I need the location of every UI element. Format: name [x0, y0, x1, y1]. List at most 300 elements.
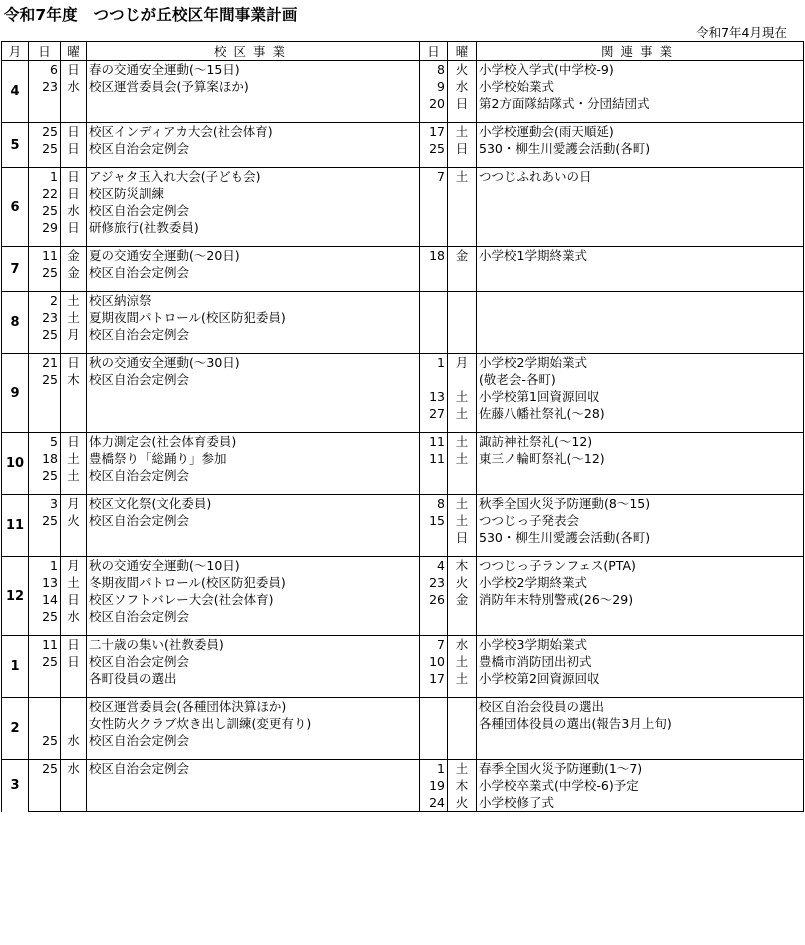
schedule-row — [2, 168, 804, 186]
schedule-row — [2, 625, 804, 636]
related-event-cell: 諏訪神社祭礼(～12) — [477, 433, 804, 451]
related-event-cell: つつじっ子ランフェス(PTA) — [477, 557, 804, 575]
school-event-cell — [87, 157, 420, 168]
schedule-row — [2, 777, 804, 794]
related-weekday-cell: 月 — [448, 354, 477, 372]
day-cell — [29, 670, 61, 687]
related-weekday-cell: 火 — [448, 574, 477, 591]
schedule-row — [2, 529, 804, 546]
related-weekday-cell — [448, 219, 477, 236]
school-event-cell: 校区文化祭(文化委員) — [87, 495, 420, 513]
related-day-cell — [420, 343, 448, 354]
related-weekday-cell — [448, 732, 477, 749]
related-weekday-cell — [448, 326, 477, 343]
related-day-cell — [420, 292, 448, 310]
school-event-cell — [87, 794, 420, 812]
related-weekday-cell — [448, 202, 477, 219]
related-weekday-cell: 土 — [448, 405, 477, 422]
related-weekday-cell — [448, 343, 477, 354]
header-school-events: 校区事業 — [87, 42, 420, 61]
day-cell: 29 — [29, 219, 61, 236]
schedule-row — [2, 760, 804, 778]
related-weekday-cell — [448, 309, 477, 326]
related-day-cell: 17 — [420, 123, 448, 141]
related-weekday-cell: 土 — [448, 433, 477, 451]
schedule-row — [2, 433, 804, 451]
related-event-cell: 小学校修了式 — [477, 794, 804, 812]
schedule-row — [2, 467, 804, 484]
day-cell — [29, 546, 61, 557]
header-weekday-related: 曜 — [448, 42, 477, 61]
related-event-cell: 秋季全国火災予防運動(8～15) — [477, 495, 804, 513]
related-weekday-cell — [448, 422, 477, 433]
related-weekday-cell: 土 — [448, 388, 477, 405]
weekday-cell: 月 — [61, 326, 87, 343]
related-day-cell — [420, 698, 448, 716]
related-day-cell — [420, 732, 448, 749]
related-event-cell: 佐藤八幡社祭礼(～28) — [477, 405, 804, 422]
schedule-row — [2, 123, 804, 141]
related-day-cell: 8 — [420, 61, 448, 79]
schedule-table — [1, 41, 804, 812]
header-row — [2, 42, 804, 61]
day-cell: 25 — [29, 123, 61, 141]
day-cell: 13 — [29, 574, 61, 591]
school-event-cell: 校区自治会定例会 — [87, 608, 420, 625]
schedule-row — [2, 354, 804, 372]
school-event-cell: 校区防災訓練 — [87, 185, 420, 202]
day-cell: 11 — [29, 247, 61, 265]
weekday-cell: 水 — [61, 732, 87, 749]
related-day-cell: 11 — [420, 433, 448, 451]
schedule-row — [2, 653, 804, 670]
weekday-cell: 土 — [61, 450, 87, 467]
schedule-row — [2, 450, 804, 467]
related-day-cell — [420, 157, 448, 168]
school-event-cell: 校区納涼祭 — [87, 292, 420, 310]
day-cell — [29, 687, 61, 698]
related-weekday-cell — [448, 749, 477, 760]
school-event-cell — [87, 625, 420, 636]
schedule-row — [2, 140, 804, 157]
schedule-row — [2, 112, 804, 123]
related-event-cell — [477, 202, 804, 219]
related-weekday-cell — [448, 625, 477, 636]
related-weekday-cell — [448, 546, 477, 557]
day-cell — [29, 388, 61, 405]
day-cell: 25 — [29, 467, 61, 484]
day-cell — [29, 698, 61, 716]
schedule-row — [2, 574, 804, 591]
day-cell — [29, 625, 61, 636]
school-event-cell: 校区自治会定例会 — [87, 732, 420, 749]
related-event-cell: つつじふれあいの日 — [477, 168, 804, 186]
day-cell — [29, 405, 61, 422]
school-event-cell: 秋の交通安全運動(～10日) — [87, 557, 420, 575]
related-day-cell: 7 — [420, 636, 448, 654]
day-cell: 22 — [29, 185, 61, 202]
related-event-cell: 各種団体役員の選出(報告3月上旬) — [477, 715, 804, 732]
school-event-cell: 校区自治会定例会 — [87, 371, 420, 388]
weekday-cell: 日 — [61, 219, 87, 236]
related-day-cell: 20 — [420, 95, 448, 112]
related-day-cell: 4 — [420, 557, 448, 575]
related-day-cell: 1 — [420, 354, 448, 372]
day-cell — [29, 422, 61, 433]
related-event-cell: 小学校入学式(中学校-9) — [477, 61, 804, 79]
school-event-cell: 校区自治会定例会 — [87, 512, 420, 529]
day-cell: 25 — [29, 512, 61, 529]
schedule-row — [2, 512, 804, 529]
related-weekday-cell: 土 — [448, 653, 477, 670]
related-event-cell — [477, 484, 804, 495]
school-event-cell: 校区運営委員会(予算案ほか) — [87, 78, 420, 95]
schedule-row — [2, 236, 804, 247]
related-weekday-cell: 水 — [448, 78, 477, 95]
month-cell: 10 — [2, 433, 29, 495]
related-weekday-cell — [448, 157, 477, 168]
school-event-cell: 校区自治会定例会 — [87, 140, 420, 157]
related-day-cell: 23 — [420, 574, 448, 591]
related-event-cell — [477, 264, 804, 281]
related-event-cell: 校区自治会役員の選出 — [477, 698, 804, 716]
school-event-cell: 女性防火クラブ炊き出し訓練(変更有り) — [87, 715, 420, 732]
day-cell: 23 — [29, 309, 61, 326]
weekday-cell: 日 — [61, 185, 87, 202]
schedule-row — [2, 264, 804, 281]
related-event-cell: 小学校卒業式(中学校-6)予定 — [477, 777, 804, 794]
related-event-cell: 消防年末特別警戒(26～29) — [477, 591, 804, 608]
weekday-cell — [61, 546, 87, 557]
school-event-cell: 研修旅行(社教委員) — [87, 219, 420, 236]
related-event-cell — [477, 343, 804, 354]
related-day-cell: 19 — [420, 777, 448, 794]
school-event-cell: アジャタ玉入れ大会(子ども会) — [87, 168, 420, 186]
related-event-cell: 第2方面隊結隊式・分団結団式 — [477, 95, 804, 112]
related-day-cell — [420, 529, 448, 546]
school-event-cell — [87, 236, 420, 247]
weekday-cell — [61, 388, 87, 405]
weekday-cell — [61, 236, 87, 247]
schedule-row — [2, 405, 804, 422]
related-weekday-cell — [448, 281, 477, 292]
related-day-cell — [420, 185, 448, 202]
schedule-row — [2, 157, 804, 168]
weekday-cell: 水 — [61, 760, 87, 778]
related-event-cell — [477, 281, 804, 292]
month-cell: 8 — [2, 292, 29, 354]
weekday-cell: 日 — [61, 636, 87, 654]
related-day-cell: 11 — [420, 450, 448, 467]
schedule-row — [2, 185, 804, 202]
weekday-cell — [61, 95, 87, 112]
related-day-cell — [420, 112, 448, 123]
school-event-cell: 校区自治会定例会 — [87, 326, 420, 343]
related-event-cell: 豊橋市消防団出初式 — [477, 653, 804, 670]
month-cell: 11 — [2, 495, 29, 557]
header-day-related: 日 — [420, 42, 448, 61]
schedule-row — [2, 794, 804, 812]
weekday-cell — [61, 625, 87, 636]
related-day-cell: 8 — [420, 495, 448, 513]
month-cell: 6 — [2, 168, 29, 247]
weekday-cell: 水 — [61, 202, 87, 219]
header-related-events: 関連事業 — [477, 42, 804, 61]
related-weekday-cell: 日 — [448, 140, 477, 157]
day-cell: 25 — [29, 140, 61, 157]
school-event-cell — [87, 484, 420, 495]
schedule-row — [2, 715, 804, 732]
school-event-cell: 校区自治会定例会 — [87, 760, 420, 778]
month-cell: 5 — [2, 123, 29, 168]
schedule-row — [2, 326, 804, 343]
school-event-cell: 体力測定会(社会体育委員) — [87, 433, 420, 451]
related-day-cell: 25 — [420, 140, 448, 157]
related-event-cell — [477, 732, 804, 749]
school-event-cell: 豊橋祭り「総踊り」参加 — [87, 450, 420, 467]
related-event-cell — [477, 219, 804, 236]
weekday-cell — [61, 715, 87, 732]
related-day-cell — [420, 264, 448, 281]
related-weekday-cell: 土 — [448, 495, 477, 513]
schedule-row — [2, 95, 804, 112]
day-cell — [29, 715, 61, 732]
related-weekday-cell — [448, 484, 477, 495]
schedule-row — [2, 61, 804, 79]
related-weekday-cell — [448, 236, 477, 247]
related-event-cell — [477, 546, 804, 557]
day-cell: 25 — [29, 202, 61, 219]
schedule-row — [2, 484, 804, 495]
related-day-cell: 18 — [420, 247, 448, 265]
day-cell — [29, 236, 61, 247]
day-cell — [29, 529, 61, 546]
related-weekday-cell: 土 — [448, 123, 477, 141]
weekday-cell: 日 — [61, 61, 87, 79]
related-weekday-cell: 金 — [448, 247, 477, 265]
weekday-cell: 火 — [61, 512, 87, 529]
schedule-row — [2, 219, 804, 236]
weekday-cell — [61, 484, 87, 495]
weekday-cell: 木 — [61, 371, 87, 388]
day-cell: 25 — [29, 732, 61, 749]
weekday-cell — [61, 794, 87, 812]
related-event-cell — [477, 185, 804, 202]
weekday-cell: 金 — [61, 247, 87, 265]
related-weekday-cell: 金 — [448, 591, 477, 608]
school-event-cell — [87, 749, 420, 760]
related-event-cell — [477, 326, 804, 343]
weekday-cell — [61, 698, 87, 716]
month-cell: 7 — [2, 247, 29, 292]
schedule-row — [2, 670, 804, 687]
day-cell: 1 — [29, 557, 61, 575]
weekday-cell — [61, 670, 87, 687]
schedule-row — [2, 343, 804, 354]
related-day-cell — [420, 309, 448, 326]
related-event-cell: 530・柳生川愛護会活動(各町) — [477, 140, 804, 157]
related-weekday-cell: 土 — [448, 760, 477, 778]
school-event-cell: 各町役員の選出 — [87, 670, 420, 687]
related-event-cell: 東三ノ輪町祭礼(～12) — [477, 450, 804, 467]
related-day-cell — [420, 608, 448, 625]
related-day-cell: 17 — [420, 670, 448, 687]
related-day-cell: 27 — [420, 405, 448, 422]
related-day-cell — [420, 236, 448, 247]
related-event-cell: 530・柳生川愛護会活動(各町) — [477, 529, 804, 546]
school-event-cell: 校区自治会定例会 — [87, 653, 420, 670]
weekday-cell: 土 — [61, 574, 87, 591]
school-event-cell — [87, 281, 420, 292]
related-event-cell: 小学校第2回資源回収 — [477, 670, 804, 687]
school-event-cell — [87, 343, 420, 354]
related-event-cell: 小学校3学期始業式 — [477, 636, 804, 654]
related-weekday-cell: 水 — [448, 636, 477, 654]
related-day-cell: 7 — [420, 168, 448, 186]
day-cell — [29, 281, 61, 292]
related-day-cell — [420, 687, 448, 698]
related-day-cell: 24 — [420, 794, 448, 812]
related-day-cell — [420, 749, 448, 760]
weekday-cell — [61, 281, 87, 292]
related-weekday-cell — [448, 467, 477, 484]
related-event-cell: 春季全国火災予防運動(1～7) — [477, 760, 804, 778]
school-event-cell: 校区運営委員会(各種団体決算ほか) — [87, 698, 420, 716]
related-event-cell — [477, 309, 804, 326]
related-event-cell — [477, 112, 804, 123]
day-cell: 21 — [29, 354, 61, 372]
day-cell: 5 — [29, 433, 61, 451]
related-event-cell: (敬老会-各町) — [477, 371, 804, 388]
school-event-cell — [87, 388, 420, 405]
related-event-cell: 小学校始業式 — [477, 78, 804, 95]
day-cell: 25 — [29, 326, 61, 343]
day-cell — [29, 484, 61, 495]
day-cell: 23 — [29, 78, 61, 95]
schedule-row — [2, 591, 804, 608]
related-day-cell — [420, 281, 448, 292]
day-cell: 18 — [29, 450, 61, 467]
weekday-cell: 水 — [61, 78, 87, 95]
schedule-row — [2, 281, 804, 292]
related-event-cell: つつじっ子発表会 — [477, 512, 804, 529]
school-event-cell: 校区インディアカ大会(社会体育) — [87, 123, 420, 141]
related-weekday-cell: 土 — [448, 670, 477, 687]
schedule-row — [2, 78, 804, 95]
day-cell — [29, 777, 61, 794]
month-cell: 9 — [2, 354, 29, 433]
weekday-cell: 金 — [61, 264, 87, 281]
day-cell: 11 — [29, 636, 61, 654]
related-weekday-cell — [448, 292, 477, 310]
related-weekday-cell — [448, 687, 477, 698]
related-weekday-cell: 木 — [448, 777, 477, 794]
school-event-cell: 校区ソフトバレー大会(社会体育) — [87, 591, 420, 608]
related-day-cell — [420, 546, 448, 557]
weekday-cell — [61, 157, 87, 168]
schedule-row — [2, 422, 804, 433]
related-event-cell: 小学校2学期始業式 — [477, 354, 804, 372]
school-event-cell — [87, 687, 420, 698]
weekday-cell: 日 — [61, 433, 87, 451]
schedule-row — [2, 698, 804, 716]
weekday-cell: 日 — [61, 140, 87, 157]
day-cell — [29, 157, 61, 168]
related-day-cell — [420, 219, 448, 236]
schedule-row — [2, 292, 804, 310]
weekday-cell — [61, 777, 87, 794]
schedule-row — [2, 546, 804, 557]
related-event-cell — [477, 292, 804, 310]
weekday-cell: 日 — [61, 591, 87, 608]
related-event-cell — [477, 236, 804, 247]
school-event-cell — [87, 777, 420, 794]
schedule-row — [2, 371, 804, 388]
day-cell: 25 — [29, 653, 61, 670]
month-cell: 12 — [2, 557, 29, 636]
related-weekday-cell: 土 — [448, 512, 477, 529]
weekday-cell — [61, 343, 87, 354]
related-weekday-cell — [448, 185, 477, 202]
day-cell: 6 — [29, 61, 61, 79]
school-event-cell: 校区自治会定例会 — [87, 202, 420, 219]
weekday-cell: 水 — [61, 608, 87, 625]
related-day-cell — [420, 202, 448, 219]
related-day-cell — [420, 484, 448, 495]
school-event-cell — [87, 546, 420, 557]
weekday-cell — [61, 687, 87, 698]
day-cell: 3 — [29, 495, 61, 513]
schedule-row — [2, 636, 804, 654]
related-day-cell: 10 — [420, 653, 448, 670]
schedule-row — [2, 388, 804, 405]
related-day-cell — [420, 371, 448, 388]
related-day-cell: 26 — [420, 591, 448, 608]
related-day-cell — [420, 326, 448, 343]
related-day-cell — [420, 467, 448, 484]
weekday-cell: 月 — [61, 557, 87, 575]
month-cell: 3 — [2, 760, 29, 812]
related-weekday-cell — [448, 698, 477, 716]
school-event-cell: 春の交通安全運動(～15日) — [87, 61, 420, 79]
school-event-cell — [87, 112, 420, 123]
related-weekday-cell — [448, 608, 477, 625]
month-cell: 2 — [2, 698, 29, 760]
related-weekday-cell: 土 — [448, 168, 477, 186]
header-weekday: 曜 — [61, 42, 87, 61]
day-cell: 2 — [29, 292, 61, 310]
header-month: 月 — [2, 42, 29, 61]
related-event-cell: 小学校第1回資源回収 — [477, 388, 804, 405]
school-event-cell — [87, 422, 420, 433]
day-cell: 25 — [29, 371, 61, 388]
day-cell — [29, 794, 61, 812]
weekday-cell: 日 — [61, 123, 87, 141]
school-event-cell: 夏の交通安全運動(～20日) — [87, 247, 420, 265]
weekday-cell — [61, 749, 87, 760]
related-event-cell — [477, 467, 804, 484]
related-weekday-cell: 日 — [448, 529, 477, 546]
day-cell: 25 — [29, 608, 61, 625]
weekday-cell: 日 — [61, 168, 87, 186]
schedule-row — [2, 247, 804, 265]
related-weekday-cell: 火 — [448, 794, 477, 812]
as-of-date: 令和7年4月現在 — [696, 25, 787, 40]
schedule-row — [2, 557, 804, 575]
school-event-cell: 二十歳の集い(社教委員) — [87, 636, 420, 654]
school-event-cell — [87, 529, 420, 546]
related-day-cell — [420, 422, 448, 433]
